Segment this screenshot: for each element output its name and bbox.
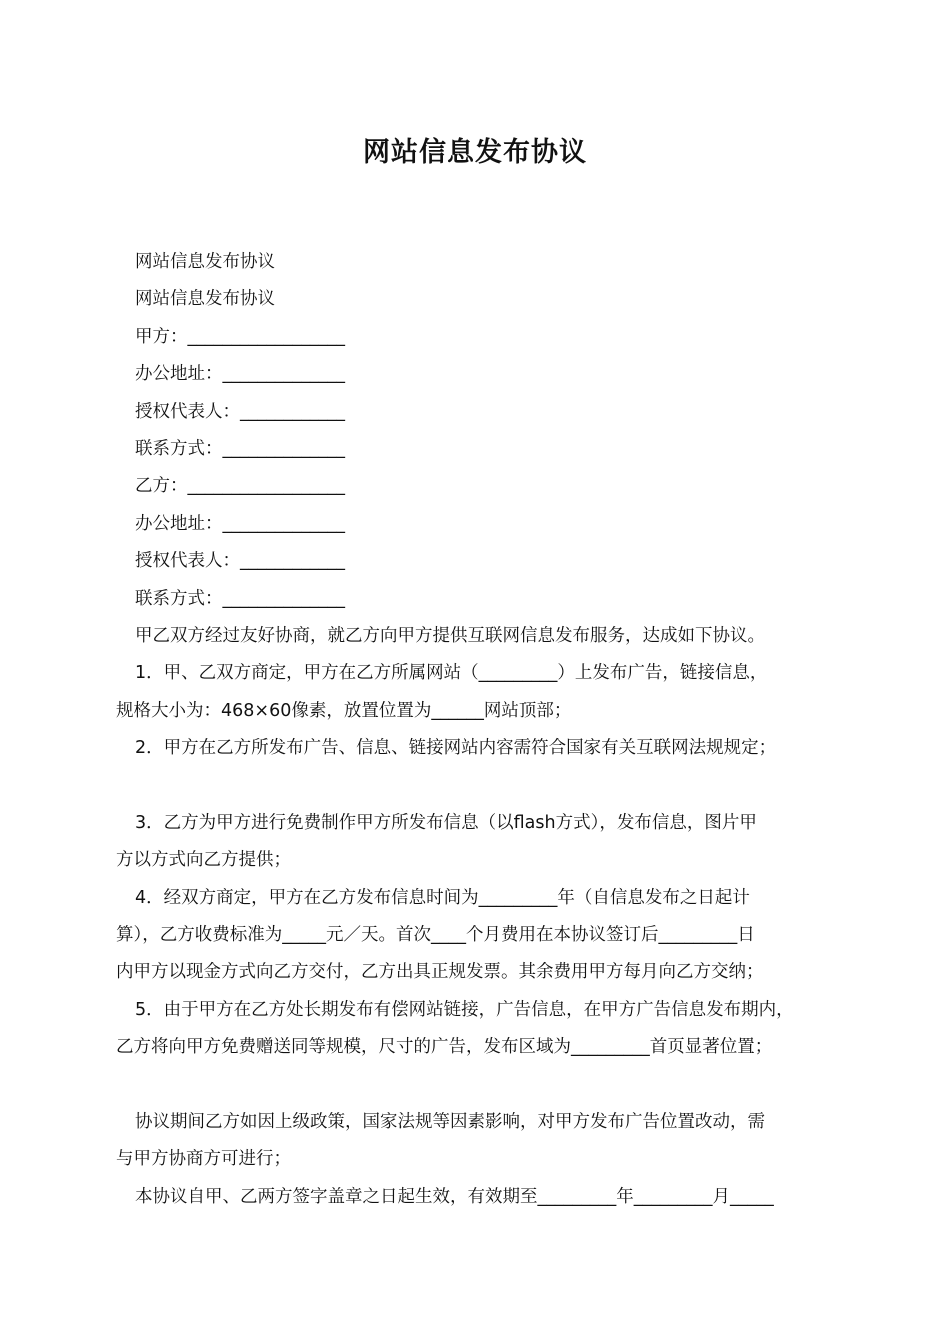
clause-4-line: 4．经双方商定，甲方在乙方发布信息时间为_________年（自信息发布之日起计 — [135, 887, 750, 908]
clause-5-line: 5．由于甲方在乙方处长期发布有偿网站链接，广告信息，在甲方广告信息发布期内， — [135, 999, 794, 1020]
clause-1-line: 规格大小为：468×60像素，放置位置为______网站顶部； — [116, 700, 572, 721]
clause-1-line: 1．甲、乙双方商定，甲方在乙方所属网站（_________）上发布广告，链接信息， — [135, 663, 768, 684]
party-b-representative: 授权代表人：____________ — [135, 551, 345, 572]
document-body — [116, 244, 846, 1216]
agreement-intro: 甲乙双方经过友好协商，就乙方向甲方提供互联网信息发布服务，达成如下协议。 — [135, 625, 765, 646]
paragraph-gap — [116, 767, 846, 804]
clause-3-line: 3．乙方为甲方进行免费制作甲方所发布信息（以flash方式），发布信息，图片甲 — [135, 812, 757, 833]
clause-4-line: 内甲方以现金方式向乙方交付，乙方出具正规发票。其余费用甲方每月向乙方交纳； — [116, 962, 764, 983]
party-a-contact: 联系方式：______________ — [135, 438, 345, 459]
policy-change-line: 协议期间乙方如因上级政策，国家法规等因素影响，对甲方发布广告位置改动，需 — [135, 1111, 765, 1132]
party-b-name: 乙方：__________________ — [135, 476, 345, 497]
clause-3-line: 方以方式向乙方提供； — [116, 850, 291, 871]
clause-2-line: 2．甲方在乙方所发布广告、信息、链接网站内容需符合国家有关互联网法规规定； — [135, 738, 777, 759]
clause-4-line: 算），乙方收费标准为_____元／天。首次____个月费用在本协议签订后_________日 — [116, 925, 755, 946]
party-a-address: 办公地址：______________ — [135, 364, 345, 385]
clause-5-line: 乙方将向甲方免费赠送同等规模，尺寸的广告，发布区域为_________首页显著位置； — [116, 1037, 773, 1058]
subtitle-line: 网站信息发布协议 — [135, 289, 275, 310]
validity-line: 本协议自甲、乙两方签字盖章之日起生效，有效期至_________年_________月_____ — [135, 1186, 774, 1207]
document-title: 网站信息发布协议 — [363, 137, 587, 168]
subtitle-line: 网站信息发布协议 — [135, 252, 275, 272]
party-b-address: 办公地址：______________ — [135, 513, 345, 534]
party-a-representative: 授权代表人：____________ — [135, 401, 345, 422]
policy-change-line: 与甲方协商方可进行； — [116, 1149, 291, 1170]
party-a-name: 甲方：__________________ — [135, 326, 345, 347]
paragraph-gap — [116, 1067, 846, 1104]
party-b-contact: 联系方式：______________ — [135, 588, 345, 609]
